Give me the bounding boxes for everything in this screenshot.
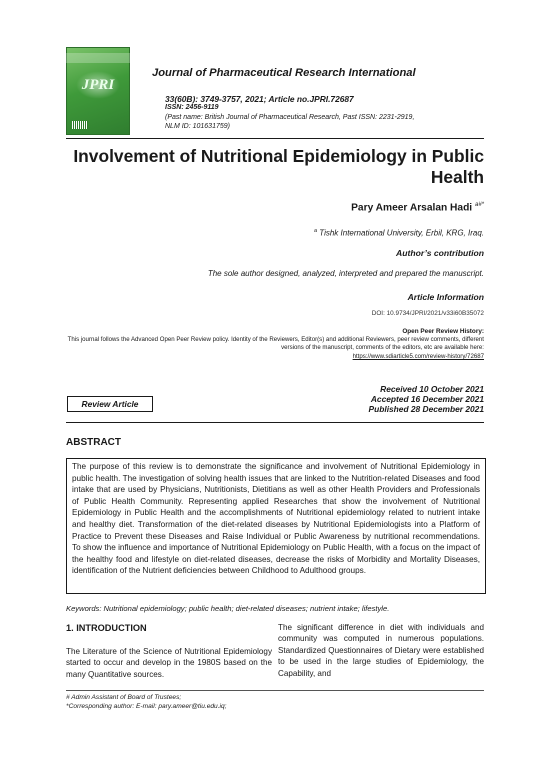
author-name-text: Pary Ameer Arsalan Hadi — [351, 202, 473, 214]
accepted-date: Accepted 16 December 2021 — [370, 394, 484, 404]
published-date: Published 28 December 2021 — [368, 404, 484, 414]
issue-line: 33(60B): 3749-3757, 2021; Article no.JPRI.72687 — [165, 94, 354, 104]
abstract-text: The purpose of this review is to demonstrate the significance and involvement of Nutritional Epidemiology in public health. The investigation of solving health issues that are linked to the Nutrition-related Diseases and food intake that are used by Physicians, Nutritionists, Dietitians as well as other Health Providers and Professionals of Public Health Community. Representing applied Researches that show the involvement of Nutritional Epidemiology in Public Health and the accomplishments of Nutritional epidemiology related to nutrient intake and healthy diet. Transformation of the diet-related diseases by Nutritional Epidemiologists into a Platform of Practice to Prevent these Diseases and Raise Individual or Public Awareness by nutritional recommendations. To show the influence and importance of Nutritional Epidemiology on Public Health, with a focus on the impact of the healthy food and lifestyle on diet-related diseases, decrease the risks of Morbidity and Mortality Diseases, identification of the Nutrient deficiencies between Childhood to Adulthood groups. — [72, 462, 480, 576]
affiliation — [314, 228, 484, 238]
affiliation-mark: a — [313, 228, 318, 234]
article-dates — [369, 384, 484, 414]
received-date: Received 10 October 2021 — [380, 384, 484, 394]
review-article-box: Review Article — [67, 396, 153, 412]
doi-line: DOI: 10.9734/JPRI/2021/v33i60B35072 — [371, 310, 484, 317]
past-name-line1: (Past name: British Journal of Pharmaceutical Research, Past ISSN: 2231-2919, — [165, 114, 415, 121]
keywords-line: Keywords: Nutritional epidemiology; public health; diet-related diseases; nutrient intake; lifestyle. — [66, 604, 390, 613]
introduction-left-text: The Literature of the Science of Nutritional Epidemiology started to occur and develop in the 1980S based on the many Quantitative sources. — [66, 647, 272, 679]
author-name — [351, 202, 484, 213]
open-peer-review-heading: Open Peer Review History: — [402, 328, 484, 335]
introduction-left-column — [66, 646, 272, 680]
abstract-box — [66, 458, 486, 594]
journal-name: Journal of Pharmaceutical Research International — [152, 67, 416, 79]
abstract-top-rule — [66, 422, 484, 423]
author-marks: a#* — [474, 202, 484, 208]
header-rule — [66, 138, 484, 139]
introduction-right-text: The significant difference in diet with individuals and community was computed in numerous populations. Standardized Questionnaires of Dietary were established to be used in the large studies of Epidemiology, the Capability, and — [278, 623, 484, 678]
review-history-link[interactable]: https://www.sdiarticle5.com/review-history/72687 — [352, 353, 484, 360]
affiliation-text: Tishk International University, Erbil, KRG, Iraq. — [319, 228, 484, 238]
article-title: Involvement of Nutritional Epidemiology in Public Health — [73, 146, 484, 187]
journal-cover-image — [66, 47, 130, 135]
open-peer-review-text: This journal follows the Advanced Open Peer Review policy. Identity of the Reviewers, Editor(s) and additional Reviewers, peer review comments, different versions of the manuscript, comments of the editors, etc are available here: — [67, 336, 484, 352]
past-name — [165, 113, 414, 131]
contribution-heading: Author’s contribution — [396, 248, 484, 258]
cover-barcode — [72, 121, 88, 129]
footnote-rule — [66, 690, 484, 691]
introduction-heading: 1. INTRODUCTION — [66, 623, 147, 633]
footnote-corresponding: *Corresponding author: E-mail: pary.ameer@tiu.edu.iq; — [66, 703, 227, 710]
article-info-heading: Article Information — [407, 292, 484, 302]
introduction-right-column — [278, 622, 484, 679]
cover-band — [66, 53, 130, 63]
past-name-line2: NLM ID: 101631759) — [165, 123, 230, 130]
cover-logo: JPRI — [76, 71, 120, 99]
contribution-text: The sole author designed, analyzed, interpreted and prepared the manuscript. — [207, 269, 484, 278]
issn-line: ISSN: 2456-9119 — [165, 104, 219, 111]
footnote-admin: # Admin Assistant of Board of Trustees; — [66, 694, 182, 701]
abstract-heading: ABSTRACT — [66, 437, 121, 448]
